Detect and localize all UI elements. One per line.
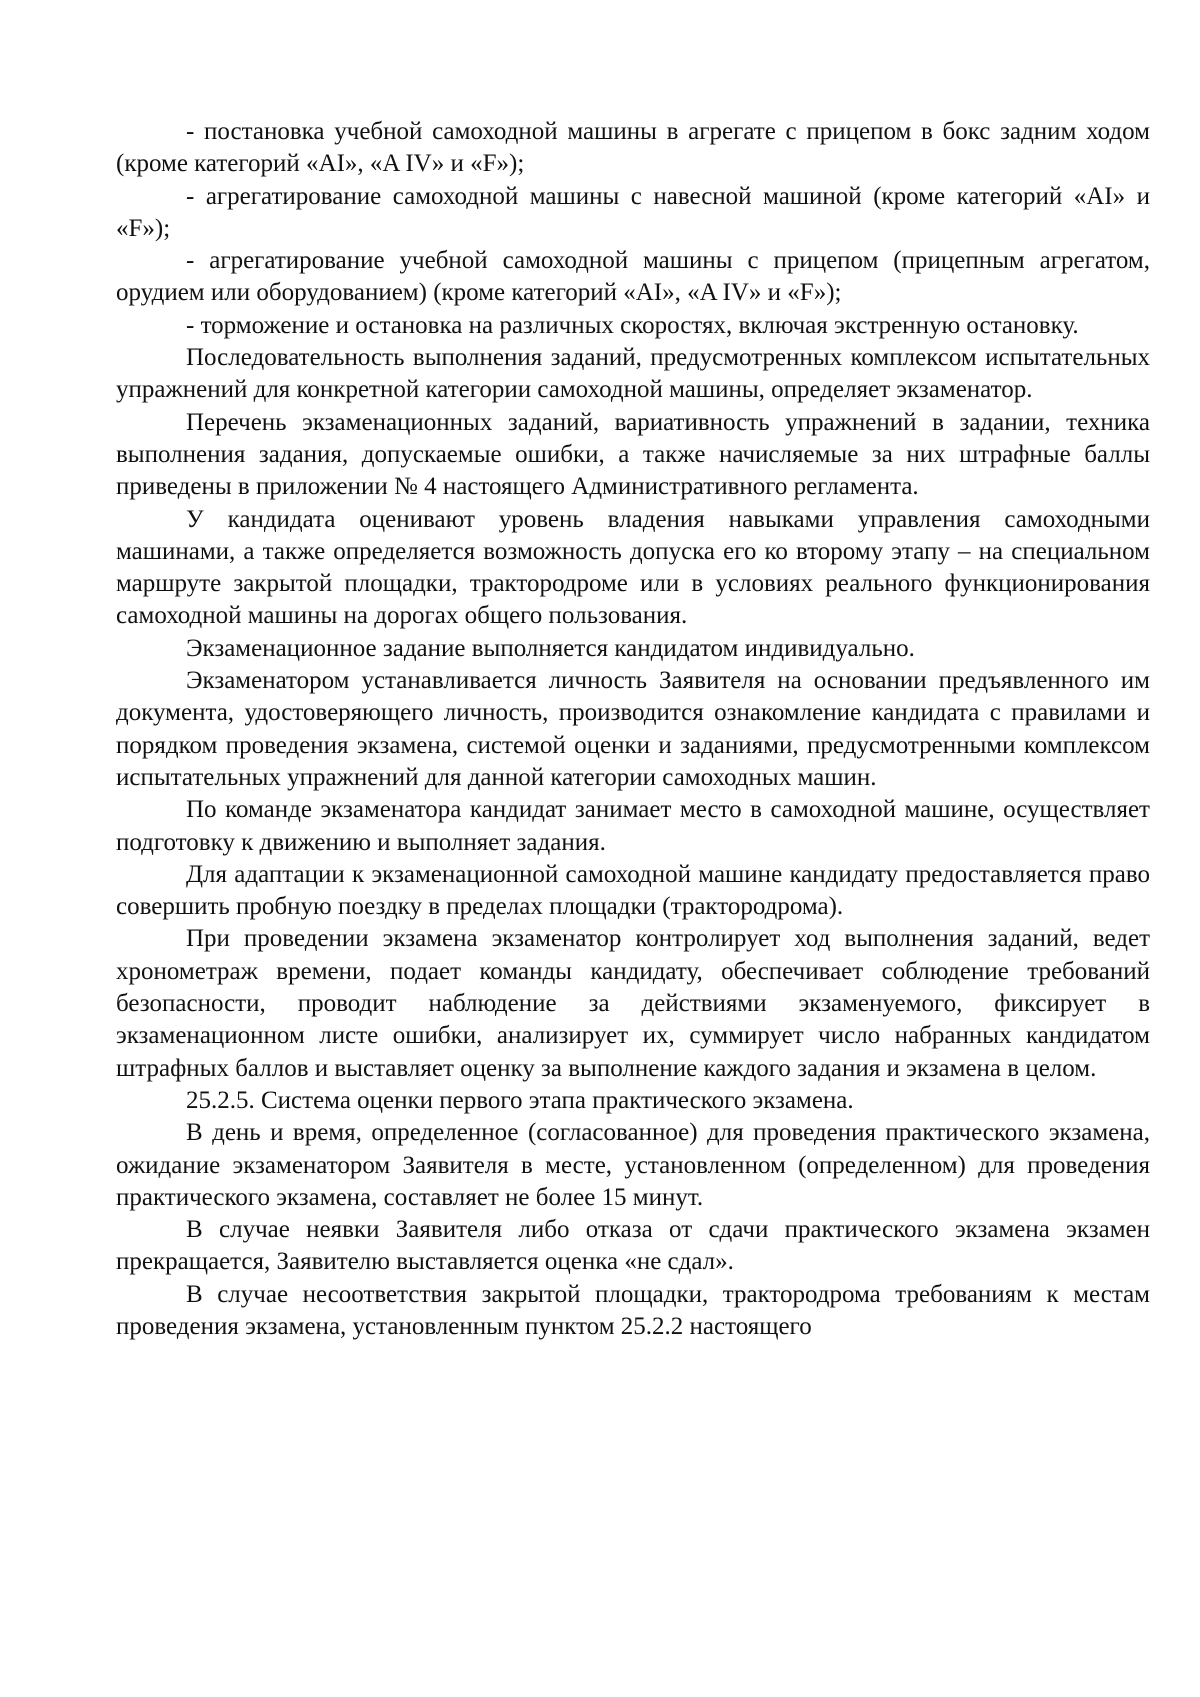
paragraph-exam-sequence: Последовательность выполнения заданий, предусмотренных комплексом испытательных упражнений для конкретной категории самоходной машины, определяет экзаменатор.: [116, 344, 1150, 404]
section-heading-25-2-5: 25.2.5. Система оценки первого этапа практического экзамена.: [186, 1086, 854, 1114]
paragraph-identity-check: Экзаменатором устанавливается личность Заявителя на основании предъявленного им документа, удостоверяющего личность, производится ознакомление кандидата с правилами и порядком проведения экзамена, системой оценки и заданиями, предусмотренными комплексом испытательных упражнений для данной категории самоходных машин.: [116, 667, 1150, 791]
paragraph-task-list: Перечень экзаменационных заданий, вариативность упражнений в задании, техника выполнения задания, допускаемые ошибки, а также начисляемые за них штрафные баллы приведены в приложении № 4 настоящего Административного регламента.: [116, 408, 1150, 501]
paragraph-site-nonconformity: В случае несоответствия закрытой площадки, трактородрома требованиям к местам проведения экзамена, установленным пунктом 25.2.2 настоящего: [116, 1280, 1150, 1340]
paragraph-waiting-time: В день и время, определенное (согласованное) для проведения практического экзамена, ожидание экзаменатором Заявителя в месте, установленном (определенном) для проведения практического экзамена, составляет не более 15 минут.: [116, 1119, 1150, 1211]
paragraph-skill-assessment: У кандидата оценивают уровень владения навыками управления самоходными машинами, а также определяется возможность допуска его ко второму этапу – на специальном маршруте закрытой площадки, трактородроме или в условиях реального функционирования самоходной машины на дорогах общего пользования.: [116, 505, 1150, 630]
paragraph-item-1: - постановка учебной самоходной машины в агрегате с прицепом в бокс задним ходом (кроме категорий «AI», «A IV» и «F»);: [116, 118, 1150, 178]
paragraph-item-3: - агрегатирование учебной самоходной машины с прицепом (прицепным агрегатом, орудием или оборудованием) (кроме категорий «AI», «A IV» и «F»);: [116, 247, 1150, 307]
paragraph-item-4: - торможение и остановка на различных скоростях, включая экстренную остановку.: [186, 311, 1079, 339]
paragraph-examiner-duties: При проведении экзамена экзаменатор контролирует ход выполнения заданий, ведет хронометраж времени, подает команды кандидату, обеспечивает соблюдение требований безопасности, проводит наблюдение за действиями экзаменуемого, фиксирует в экзаменационном листе ошибки, анализирует их, суммирует число набранных кандидатом штрафных баллов и выставляет оценку за выполнение каждого задания и экзамена в целом.: [116, 925, 1150, 1082]
paragraph-no-show: В случае неявки Заявителя либо отказа от сдачи практического экзамена экзамен прекращается, Заявителю выставляется оценка «не сдал».: [116, 1216, 1150, 1276]
paragraph-item-2: - агрегатирование самоходной машины с навесной машиной (кроме категорий «AI» и «F»);: [116, 182, 1150, 242]
document-page: [116, 116, 1150, 1343]
paragraph-trial-ride: Для адаптации к экзаменационной самоходной машине кандидату предоставляется право совершить пробную поездку в пределах площадки (трактородрома).: [116, 860, 1150, 921]
paragraph-examiner-command: По команде экзаменатора кандидат занимает место в самоходной машине, осуществляет подготовку к движению и выполняет задания.: [116, 796, 1150, 856]
paragraph-individual-task: Экзаменационное задание выполняется кандидатом индивидуально.: [186, 634, 915, 662]
